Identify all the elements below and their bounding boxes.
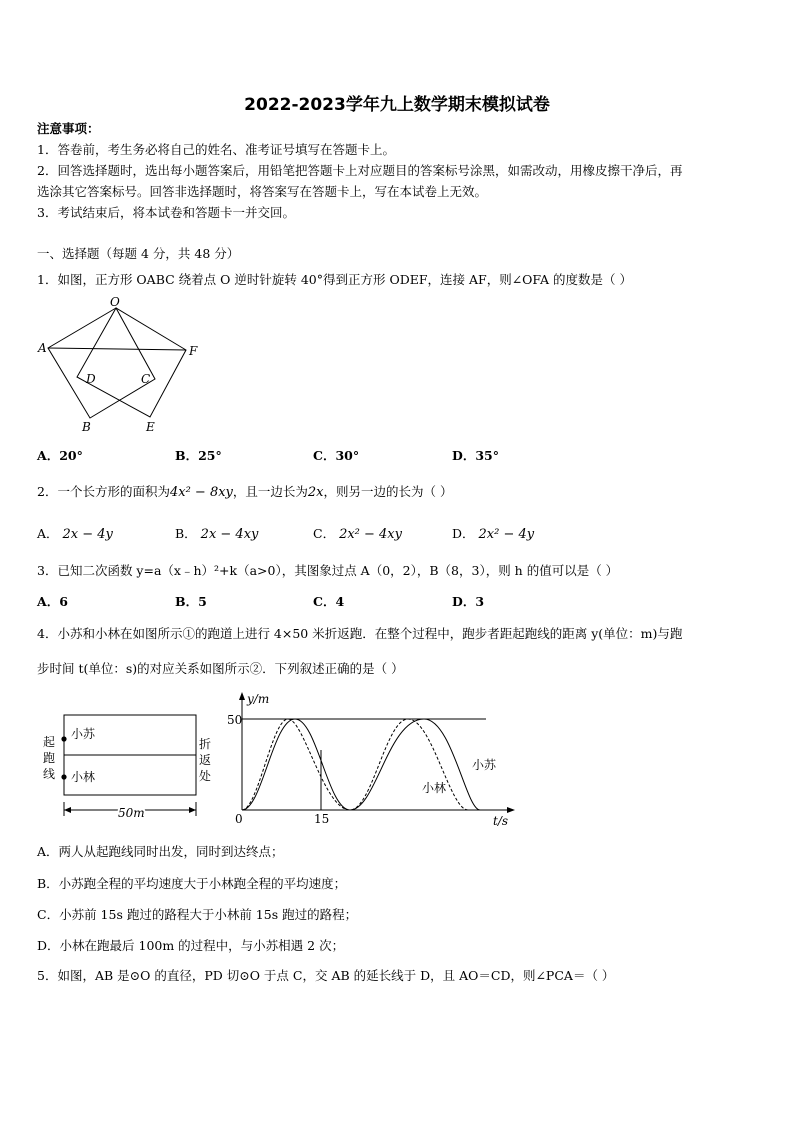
label-c: C: [141, 372, 151, 386]
q1-option-b: B．25°: [175, 448, 222, 463]
y-axis-arrow: [239, 692, 245, 700]
notes-heading: 注意事项：: [37, 121, 100, 136]
y-axis-label: y/m: [247, 692, 270, 706]
q4-option-a: A．两人从起跑线同时出发，同时到达终点；: [37, 844, 284, 859]
start-char-2: 跑: [43, 751, 56, 765]
runner-su-dot: [61, 736, 66, 741]
q2-option-d-expr: 2x² − 4y: [478, 527, 535, 542]
curve-su-label: 小苏: [472, 758, 497, 772]
q2-option-c-expr: 2x² − 4xy: [339, 527, 402, 542]
runner-su-label: 小苏: [71, 727, 96, 741]
q2-option-d-letter: D．: [452, 526, 475, 541]
q2-option-b-expr: 2x − 4xy: [200, 527, 259, 542]
curve-lin: [242, 719, 468, 810]
segment-af: [48, 348, 186, 350]
q2-stem-expr2: 2x: [307, 485, 324, 500]
curve-lin-label: 小林: [422, 781, 447, 795]
q2-stem-b: ，且一边长为: [232, 484, 308, 499]
square-odef: [77, 308, 186, 417]
q4-track-figure: [40, 706, 230, 826]
q1-option-a: A．20°: [37, 448, 83, 463]
q4-stem-line2: 步时间 t(单位：s)的对应关系如图所示②．下列叙述正确的是（ ）: [37, 661, 404, 676]
x-tick-15: 15: [314, 812, 330, 826]
note-item-1: 1．答卷前，考生务必将自己的姓名、准考证号填写在答题卡上。: [37, 142, 395, 157]
q4-stem-line1: 4．小苏和小林在如图所示①的跑道上进行 4×50 米折返跑．在整个过程中，跑步者距起跑线的距离 y(单位：m)与跑: [37, 626, 683, 641]
q2-option-b: [175, 526, 258, 543]
square-oabc: [48, 308, 155, 418]
q2-option-d: [452, 526, 534, 543]
q2-option-c-letter: C．: [313, 526, 336, 541]
track-length-label: 50m: [118, 806, 145, 820]
arrow-left-head: [64, 807, 71, 813]
q2-option-b-letter: B．: [175, 526, 197, 541]
label-e: E: [146, 420, 155, 434]
label-b: B: [82, 420, 91, 434]
q3-stem: 3．已知二次函数 y=a（x﹣h）²+k（a>0），其图象过点 A（0，2），B（8，3），则 h 的值可以是（ ）: [37, 563, 619, 578]
note-item-2-cont: 选涂其它答案标号。回答非选择题时，将答案写在答题卡上，写在本试卷上无效。: [37, 184, 488, 199]
label-o: O: [110, 295, 120, 309]
q2-option-a: [37, 526, 113, 543]
page-title: 2022-2023学年九上数学期末模拟试卷: [244, 95, 550, 115]
turn-char-1: 折: [199, 737, 212, 751]
q1-option-c: C．30°: [313, 448, 360, 463]
q1-figure: [30, 292, 210, 440]
q2-option-a-letter: A．: [37, 526, 59, 541]
origin-label: 0: [235, 812, 243, 826]
q2-option-c: [313, 526, 402, 543]
label-a: A: [38, 341, 47, 355]
q2-stem: [37, 484, 453, 501]
label-f: F: [189, 344, 198, 358]
q2-option-a-expr: 2x − 4y: [62, 527, 113, 542]
q4-option-c: C．小苏前 15s 跑过的路程大于小林前 15s 跑过的路程；: [37, 907, 358, 922]
q5-stem: 5．如图，AB 是⊙O 的直径，PD 切⊙O 于点 C，交 AB 的延长线于 D，且 AO＝CD，则∠PCA＝（ ）: [37, 968, 615, 983]
x-axis-label: t/s: [493, 814, 509, 828]
arrow-right-head: [189, 807, 196, 813]
curve-su: [242, 719, 480, 810]
note-item-3: 3．考试结束后，将本试卷和答题卡一并交回。: [37, 205, 295, 220]
section-heading: 一、选择题（每题 4 分，共 48 分）: [37, 246, 240, 261]
q4-option-d: D．小林在跑最后 100m 的过程中，与小苏相遇 2 次；: [37, 938, 345, 953]
y-tick-50: 50: [227, 713, 243, 727]
start-char-3: 线: [43, 767, 56, 781]
q3-option-c: C．4: [313, 594, 345, 609]
q4-option-b: B．小苏跑全程的平均速度大于小林跑全程的平均速度；: [37, 876, 347, 891]
q3-option-a: A．6: [37, 594, 68, 609]
q2-stem-c: ，则另一边的长为（ ）: [323, 484, 453, 499]
note-item-2: 2．回答选择题时，选出每小题答案后，用铅笔把答题卡上对应题目的答案标号涂黑，如需改动，用橡皮擦干净后，再: [37, 163, 683, 178]
x-axis-arrow: [507, 807, 515, 813]
turn-char-2: 返: [199, 753, 212, 767]
q4-graph-figure: [228, 690, 518, 830]
q1-stem: 1．如图，正方形 OABC 绕着点 O 逆时针旋转 40°得到正方形 ODEF，连接 AF，则∠OFA 的度数是（ ）: [37, 272, 632, 287]
q3-option-d: D．3: [452, 594, 485, 609]
label-d: D: [86, 372, 96, 386]
q1-option-d: D．35°: [452, 448, 499, 463]
q3-option-b: B．5: [175, 594, 207, 609]
turn-char-3: 处: [199, 769, 212, 783]
q2-stem-expr: 4x² − 8xy: [169, 485, 233, 500]
runner-lin-dot: [61, 774, 66, 779]
q2-stem-a: 2．一个长方形的面积为: [37, 484, 170, 499]
runner-lin-label: 小林: [71, 770, 96, 784]
start-char-1: 起: [43, 735, 56, 749]
